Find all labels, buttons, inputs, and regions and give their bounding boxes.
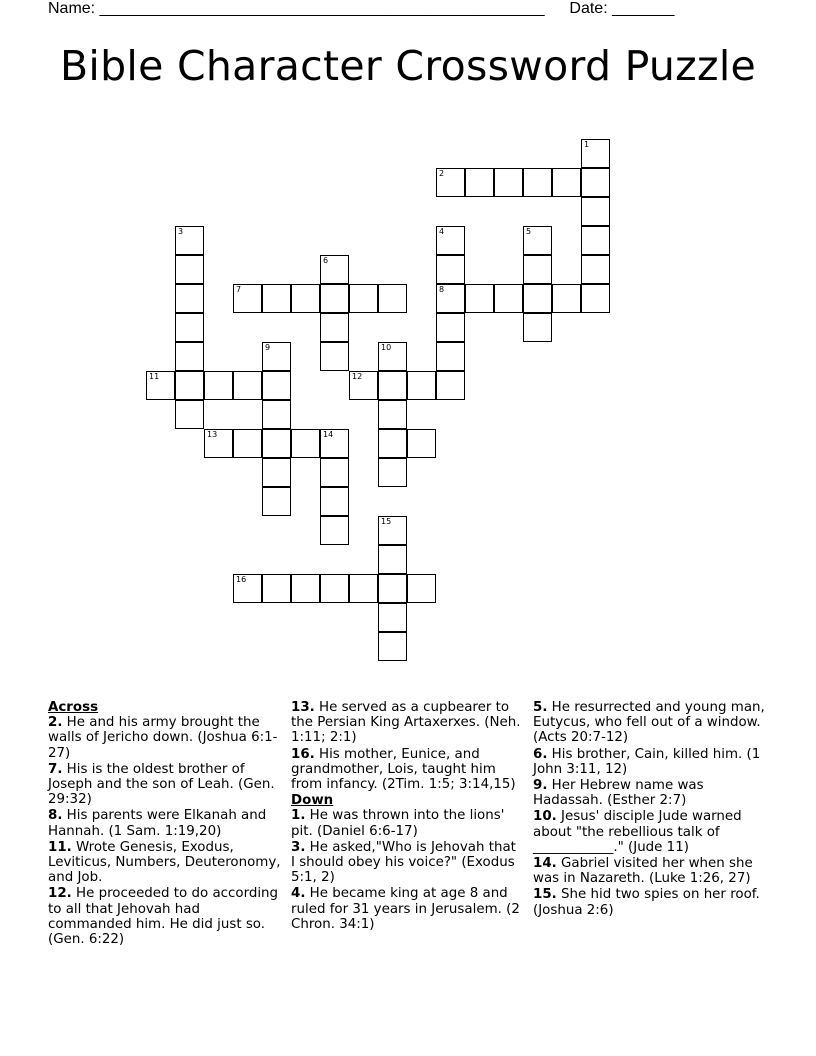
crossword-cell[interactable] — [581, 168, 610, 197]
clue-number: 10 — [381, 343, 392, 352]
crossword-cell[interactable] — [407, 371, 436, 400]
crossword-cell[interactable] — [436, 313, 465, 342]
down-heading: Down — [291, 793, 334, 809]
clue-number: 1 — [584, 140, 590, 149]
clue-down-4: 4. He became king at age 8 and ruled for 31 years in Jerusalem. (2 Chron. 34:1) — [291, 886, 520, 932]
clue-number: 5 — [526, 227, 532, 236]
crossword-cell[interactable] — [436, 255, 465, 284]
clue-number: 15 — [381, 517, 392, 526]
name-label: Name: — [48, 0, 96, 17]
crossword-cell[interactable] — [494, 168, 523, 197]
crossword-cell[interactable] — [523, 313, 552, 342]
crossword-cell[interactable] — [349, 284, 378, 313]
clue-across-2: 2. He and his army brought the walls of Jericho down. (Joshua 6:1-27) — [48, 715, 278, 761]
clue-down-6: 6. His brother, Cain, killed him. (1 John 3:11, 12) — [533, 746, 761, 777]
clue-across-8: 8. His parents were Elkanah and Hannah. (1 Sam. 1:19,20) — [48, 808, 267, 839]
crossword-cell[interactable] — [581, 139, 610, 168]
crossword-cell[interactable] — [378, 632, 407, 661]
crossword-cell[interactable] — [262, 487, 291, 516]
clue-number: 11 — [149, 372, 160, 381]
crossword-cell[interactable] — [291, 429, 320, 458]
crossword-cell[interactable] — [378, 603, 407, 632]
clue-number: 4 — [439, 227, 445, 236]
crossword-cell[interactable] — [523, 284, 552, 313]
date-field[interactable]: _______ — [612, 0, 675, 17]
crossword-cell[interactable] — [581, 197, 610, 226]
clue-number: 16 — [236, 575, 247, 584]
crossword-cell[interactable] — [175, 313, 204, 342]
crossword-cell[interactable] — [465, 284, 494, 313]
crossword-cell[interactable] — [175, 342, 204, 371]
crossword-cell[interactable] — [175, 226, 204, 255]
clue-across-12: 12. He proceeded to do according to all that Jehovah had commanded him. He did just so. (Gen. 6:22) — [48, 886, 279, 948]
crossword-cell[interactable] — [378, 545, 407, 574]
crossword-cell[interactable] — [175, 371, 204, 400]
clue-across-16: 16. His mother, Eunice, and grandmother, Lois, taught him from infancy. (2Tim. 1:5; 3:14,15) — [291, 746, 516, 793]
crossword-cell[interactable] — [175, 400, 204, 429]
crossword-cell[interactable] — [581, 255, 610, 284]
crossword-cell[interactable] — [552, 168, 581, 197]
crossword-cell[interactable] — [436, 342, 465, 371]
clue-down-9: 9. Her Hebrew name was Hadassah. (Esther 2:7) — [533, 778, 704, 809]
crossword-cell[interactable] — [320, 284, 349, 313]
crossword-cell[interactable] — [262, 429, 291, 458]
crossword-cell[interactable] — [320, 458, 349, 487]
crossword-cell[interactable] — [320, 255, 349, 284]
crossword-cell[interactable] — [233, 429, 262, 458]
crossword-cell[interactable] — [494, 284, 523, 313]
crossword-cell[interactable] — [378, 371, 407, 400]
clue-down-1: 1. He was thrown into the lions' pit. (Daniel 6:6-17) — [291, 808, 505, 839]
crossword-cell[interactable] — [204, 371, 233, 400]
crossword-cell[interactable] — [436, 284, 465, 313]
crossword-cell[interactable] — [378, 574, 407, 603]
crossword-cell[interactable] — [349, 574, 378, 603]
crossword-cell[interactable] — [378, 284, 407, 313]
clues-column-2 — [291, 700, 523, 933]
crossword-cell[interactable] — [262, 342, 291, 371]
crossword-cell[interactable] — [378, 458, 407, 487]
clue-number: 13 — [207, 430, 218, 439]
crossword-cell[interactable] — [407, 574, 436, 603]
crossword-cell[interactable] — [320, 342, 349, 371]
crossword-cell[interactable] — [523, 226, 552, 255]
crossword-cell[interactable] — [436, 226, 465, 255]
clue-number: 6 — [323, 256, 329, 265]
crossword-cell[interactable] — [436, 371, 465, 400]
crossword-cell[interactable] — [378, 429, 407, 458]
crossword-cell[interactable] — [349, 371, 378, 400]
clue-down-5: 5. He resurrected and young man, Eutycus, who fell out of a window. (Acts 20:7-12) — [533, 700, 765, 746]
clue-down-14: 14. Gabriel visited her when she was in Nazareth. (Luke 1:26, 27) — [533, 856, 753, 887]
crossword-cell[interactable] — [320, 313, 349, 342]
crossword-cell[interactable] — [262, 284, 291, 313]
crossword-cell[interactable] — [436, 168, 465, 197]
crossword-cell[interactable] — [262, 400, 291, 429]
clue-down-10: 10. Jesus' disciple Jude warned about "the rebellious talk of ____________." (Jude 11) — [533, 809, 742, 855]
crossword-cell[interactable] — [523, 168, 552, 197]
crossword-cell[interactable] — [291, 284, 320, 313]
clue-number: 2 — [439, 169, 445, 178]
crossword-cell[interactable] — [262, 574, 291, 603]
crossword-cell[interactable] — [146, 371, 175, 400]
clues-column-3 — [533, 700, 773, 919]
clue-across-13: 13. He served as a cupbearer to the Persian King Artaxerxes. (Neh. 1:11; 2:1) — [291, 700, 521, 746]
crossword-cell[interactable] — [233, 371, 262, 400]
crossword-cell[interactable] — [233, 574, 262, 603]
crossword-cell[interactable] — [320, 487, 349, 516]
crossword-cell[interactable] — [378, 342, 407, 371]
clue-number: 7 — [236, 285, 242, 294]
crossword-cell[interactable] — [523, 255, 552, 284]
crossword-cell[interactable] — [378, 400, 407, 429]
crossword-cell[interactable] — [581, 226, 610, 255]
crossword-cell[interactable] — [175, 255, 204, 284]
clue-number: 8 — [439, 285, 445, 294]
clue-across-7: 7. His is the oldest brother of Joseph and the son of Leah. (Gen. 29:32) — [48, 761, 275, 808]
crossword-cell[interactable] — [291, 574, 320, 603]
crossword-cell[interactable] — [320, 574, 349, 603]
crossword-cell[interactable] — [581, 284, 610, 313]
date-label: Date: — [569, 0, 608, 17]
crossword-cell[interactable] — [552, 284, 581, 313]
clue-across-11: 11. Wrote Genesis, Exodus, Leviticus, Numbers, Deuteronomy, and Job. — [48, 839, 281, 886]
crossword-cell[interactable] — [262, 371, 291, 400]
clue-number: 14 — [323, 430, 334, 439]
name-field[interactable]: __________________________________________________ — [99, 0, 545, 17]
crossword-cell[interactable] — [204, 429, 233, 458]
clue-down-3: 3. He asked,"Who is Jehovah that I should obey his voice?" (Exodus 5:1, 2) — [291, 839, 516, 886]
clue-down-15: 15. She hid two spies on her roof. (Joshua 2:6) — [533, 887, 760, 918]
crossword-cell[interactable] — [262, 458, 291, 487]
crossword-cell[interactable] — [378, 516, 407, 545]
across-heading: Across — [48, 700, 99, 715]
clue-number: 3 — [178, 227, 184, 236]
crossword-cell[interactable] — [233, 284, 262, 313]
page-title: Bible Character Crossword Puzzle — [59, 42, 757, 90]
crossword-cell[interactable] — [320, 516, 349, 545]
crossword-cell[interactable] — [465, 168, 494, 197]
crossword-cell[interactable] — [320, 429, 349, 458]
crossword-cell[interactable] — [407, 429, 436, 458]
clues-column-1 — [48, 700, 284, 948]
crossword-cell[interactable] — [175, 284, 204, 313]
clue-number: 12 — [352, 372, 363, 381]
clue-number: 9 — [265, 343, 271, 352]
